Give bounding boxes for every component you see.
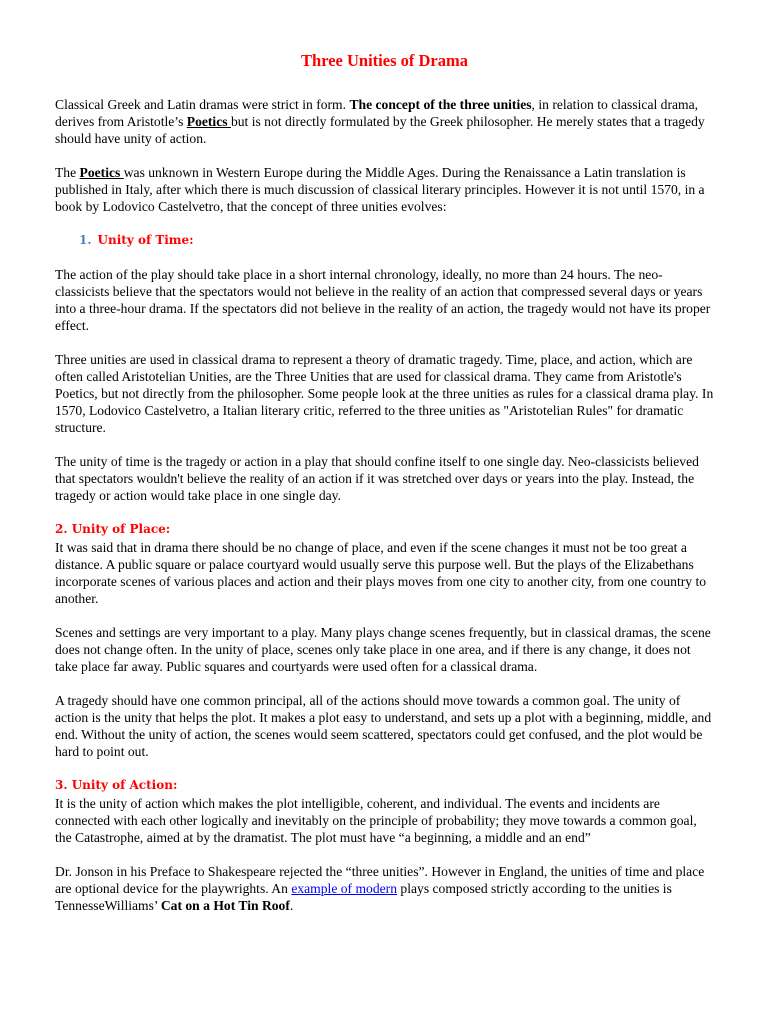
document-title: Three Unities of Drama (301, 51, 468, 70)
paragraph: It is the unity of action which makes the plot intelligible, coherent, and individual. The events and incidents are connected with each other logically and inevitably on the principle of probability; they move towards a common goal, the Catastrophe, aimed at by the dramatist. The plot must have “a beginning, a middle and an end” (55, 796, 697, 845)
section-heading-place: 2. Unity of Place: (55, 522, 171, 536)
text-run: but is not directly formulated by the Greek philosopher. He merely states that a tragedy should have unity of action. (55, 114, 705, 146)
text-run: was unknown in Western Europe during the Middle Ages. During the Renaissance a Latin translation is published in Italy, after which there is much discussion of classical literary principles. However it is not until 1570, in a book by Lodovico Castelvetro, that the concept of three unities evolves: (55, 165, 705, 214)
paragraph: The action of the play should take place in a short internal chronology, ideally, no more than 24 hours. The neo-classicists believe that the spectators would not believe in the reality of an action that compressed several days or years into a three-hour drama. If the spectators did not believe in the reality of an action, the tragedy would not have its proper effect. (55, 267, 711, 333)
text-run: . (289, 898, 294, 913)
example-link[interactable]: example of modern (291, 881, 398, 896)
text-run: Classical Greek and Latin dramas were strict in form. (55, 97, 350, 112)
section-heading-action: 3. Unity of Action: (55, 778, 178, 792)
paragraph: It was said that in drama there should be no change of place, and even if the scene changes it must not be too great a distance. A public square or palace courtyard would usually serve this purpose well. But the plays of the Elizabethans incorporate scenes of various places and action and their plays moves from one city to another city, from one country to another. (55, 540, 707, 606)
paragraph: Three unities are used in classical drama to represent a theory of dramatic tragedy. Time, place, and action, which are often called Aristotelian Unities, are the Three Unities that are used for classical drama. They came from Aristotle's Poetics, but not directly from the philosopher. Some people look at the three unities as rules for a classical drama play. In 1570, Lodovico Castelvetro, a Italian literary critic, referred to the three unities as "Aristotelian Rules" for dramatic structure. (55, 352, 714, 435)
closing-paragraph (55, 863, 714, 914)
poetics-term: Poetics (186, 114, 231, 129)
section-heading-label: Unity of Time: (97, 233, 194, 247)
poetics-paragraph (55, 164, 714, 215)
text-run: plays composed strictly according to the unities is TennesseWilliams’ (55, 881, 672, 913)
text-run: The (55, 165, 80, 180)
text-run: , in relation to classical drama, derives from Aristotle’s (55, 97, 699, 129)
poetics-term: Poetics (79, 165, 124, 180)
bold-phrase: The concept of the three unities (349, 97, 532, 112)
intro-paragraph (55, 96, 714, 147)
play-title: Cat on a Hot Tin Roof (160, 898, 290, 913)
paragraph: The unity of time is the tragedy or action in a play that should confine itself to one single day. Neo-classicists believed that spectators wouldn't believe the reality of an action if it was stretched over days or years into the play. Instead, the tragedy or action would take place in one single day. (55, 454, 699, 503)
paragraph: A tragedy should have one common principal, all of the actions should move towards a common goal. The unity of action is the unity that helps the plot. It makes a plot easy to understand, and sets up a plot with a beginning, middle, and end. Without the unity of action, the scenes would seem scattered, spectators could get confused, and the plot would be hard to point out. (55, 693, 712, 759)
text-run: Dr. Jonson in his Preface to Shakespeare rejected the “three unities”. However in England, the unities of time and place are optional device for the playwrights. An (55, 864, 705, 896)
list-number: 1. (79, 233, 92, 247)
paragraph: Scenes and settings are very important to a play. Many plays change scenes frequently, but in classical dramas, the scene does not change often. In the unity of place, scenes only take place in one area, and if there is any change, it does not take place far away. Public squares and courtyards were used often for a classical drama. (55, 625, 711, 674)
section-heading-time (79, 232, 714, 249)
